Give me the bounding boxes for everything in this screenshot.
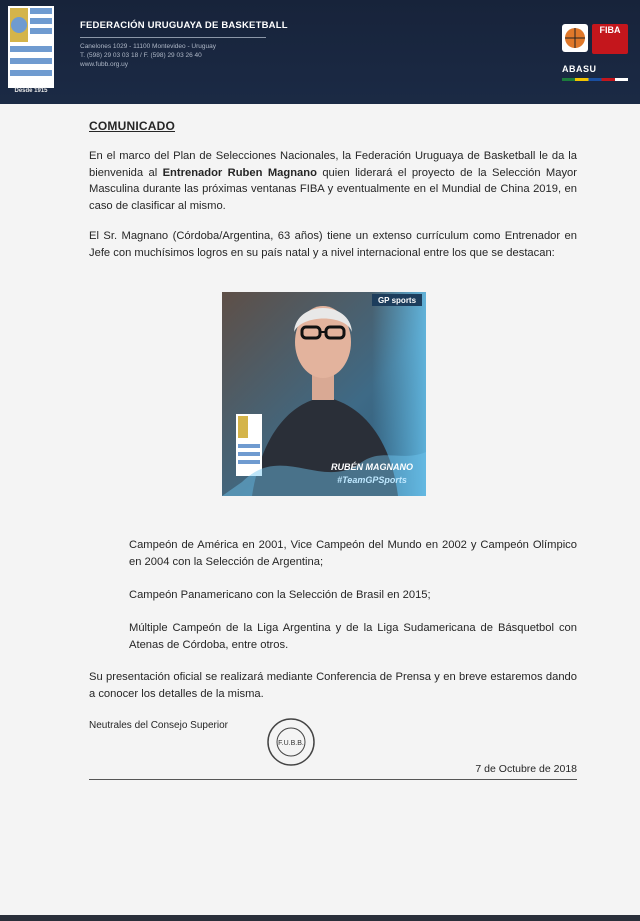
document-date: 7 de Octubre de 2018 bbox=[475, 763, 577, 775]
website-link[interactable]: www.fubb.org.uy bbox=[80, 61, 129, 68]
divider bbox=[80, 37, 266, 38]
footer-bar bbox=[0, 915, 640, 921]
phone-text: T. (598) 29 03 03 18 / F. (598) 29 03 26 40 bbox=[80, 52, 202, 59]
org-contact bbox=[80, 42, 288, 69]
document-body bbox=[89, 118, 578, 259]
coach-name: Entrenador Ruben Magnano bbox=[162, 166, 317, 179]
org-name: FEDERACIÓN URUGUAYA DE BASKETBALL bbox=[80, 20, 288, 31]
list-item: Campeón Panamericano con la Selección de Brasil en 2015; bbox=[129, 589, 431, 602]
brand-tag: GP sports bbox=[377, 296, 417, 305]
fiba-logo bbox=[592, 24, 628, 54]
letterhead-header bbox=[0, 0, 640, 104]
basketball-icon bbox=[562, 24, 588, 52]
list-item: Campeón de América en 2001, Vice Campeón del Mundo en 2002 y Campeón Olímpico en 2004 con la Selección de Argentina; bbox=[129, 539, 577, 568]
abasu-logo: ABASU bbox=[562, 64, 597, 74]
signature-label: Neutrales del Consejo Superior bbox=[89, 720, 228, 731]
career-paragraph: El Sr. Magnano (Córdoba/Argentina, 63 años) tiene un extenso currículum como Entrenador en Jefe con muchísimos logros en su país natal y a nivel internacional entre los que se destacan: bbox=[89, 230, 577, 259]
photo-hashtag: #TeamGPSports bbox=[337, 475, 407, 485]
partner-logos bbox=[562, 24, 634, 84]
signature-rule bbox=[89, 779, 577, 780]
seal-stamp-icon bbox=[265, 716, 317, 768]
address-text: Canelones 1029 - 11100 Montevideo - Uruguay bbox=[80, 43, 216, 50]
list-item: Múltiple Campeón de la Liga Argentina y de la Liga Sudamericana de Básquetbol con Atenas de Córdoba, entre otros. bbox=[129, 622, 577, 651]
document-title: COMUNICADO bbox=[89, 119, 175, 133]
photo-name-caption: RUBÉN MAGNANO bbox=[331, 462, 413, 472]
coach-photo bbox=[222, 292, 426, 496]
org-info bbox=[80, 20, 288, 69]
fiba-label: FIBA bbox=[599, 25, 621, 35]
stamp-text: F.U.B.B. bbox=[278, 740, 304, 747]
intro-paragraph bbox=[89, 148, 577, 214]
founded-year: Desde 1915 bbox=[14, 88, 48, 94]
fubb-logo-icon bbox=[6, 4, 56, 96]
closing-paragraph: Su presentación oficial se realizará mediante Conferencia de Prensa y en breve estaremos dando a conocer los detalles de la misma. bbox=[89, 671, 577, 700]
intro-text-a: En el marco del Plan de Selecciones Nacionales, la Federación Uruguaya de Basketball le da la bienvenida al bbox=[89, 150, 577, 179]
intro-text-b: quien liderará el proyecto de la Selección Mayor Masculina durante las próximas ventanas FIBA y eventualmente en el Mundial de China 2019, en caso de clasificar al mismo. bbox=[89, 166, 578, 212]
flags-strip bbox=[562, 78, 628, 81]
